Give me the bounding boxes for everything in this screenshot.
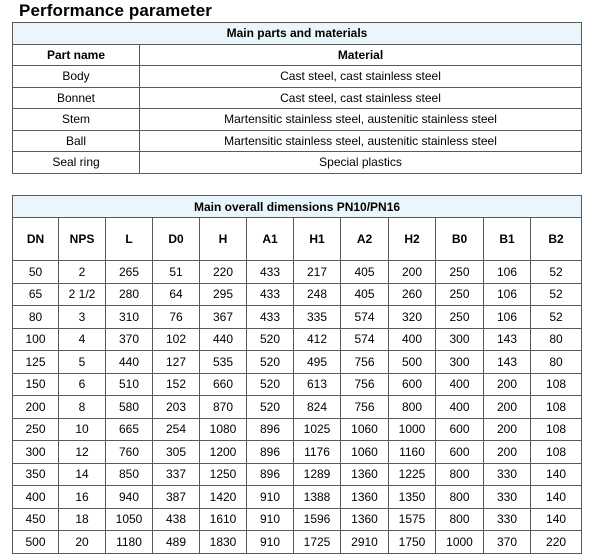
table-cell: 150 (13, 373, 59, 396)
table-cell: 613 (294, 373, 341, 396)
table-cell: 910 (247, 486, 294, 509)
table-cell: 405 (341, 283, 389, 306)
table-cell: 300 (436, 328, 484, 351)
table-cell: 574 (341, 328, 389, 351)
table-cell: 870 (200, 396, 247, 419)
table-cell: 520 (247, 373, 294, 396)
table-cell: 200 (389, 261, 436, 284)
table-row (13, 109, 582, 131)
table-cell: 300 (13, 441, 59, 464)
table-cell: 896 (247, 441, 294, 464)
table-cell: 108 (531, 396, 582, 419)
table-cell: 800 (389, 396, 436, 419)
table-cell: 1250 (200, 463, 247, 486)
table-cell: 250 (436, 261, 484, 284)
table-row (13, 531, 582, 554)
table-cell: 52 (531, 283, 582, 306)
table-cell: 254 (153, 418, 200, 441)
table-cell: 1050 (106, 508, 153, 531)
table-cell: 152 (153, 373, 200, 396)
table-cell: 217 (294, 261, 341, 284)
table-cell: 127 (153, 351, 200, 374)
material-cell: Cast steel, cast stainless steel (140, 87, 582, 109)
table-cell: 320 (389, 306, 436, 329)
column-header: A2 (341, 218, 389, 261)
table-cell: 5 (59, 351, 106, 374)
table-cell: 489 (153, 531, 200, 554)
table-cell: 400 (436, 396, 484, 419)
table-cell: 1080 (200, 418, 247, 441)
table-cell: 1350 (389, 486, 436, 509)
part-name-cell: Ball (13, 130, 140, 152)
table-row (13, 418, 582, 441)
table-row (13, 261, 582, 284)
table-cell: 305 (153, 441, 200, 464)
table-cell: 600 (436, 418, 484, 441)
table-cell: 330 (484, 508, 531, 531)
table-cell: 80 (531, 351, 582, 374)
table-cell: 300 (436, 351, 484, 374)
table-cell: 1420 (200, 486, 247, 509)
table-cell: 438 (153, 508, 200, 531)
table-cell: 76 (153, 306, 200, 329)
table-cell: 143 (484, 328, 531, 351)
table-cell: 310 (106, 306, 153, 329)
table-cell: 18 (59, 508, 106, 531)
page-title: Performance parameter (19, 1, 212, 20)
part-name-cell: Seal ring (13, 152, 140, 174)
table-row (13, 441, 582, 464)
table-cell: 1160 (389, 441, 436, 464)
table-row (13, 486, 582, 509)
table-cell: 400 (436, 373, 484, 396)
table-cell: 260 (389, 283, 436, 306)
dimensions-table (12, 195, 582, 554)
table-cell: 824 (294, 396, 341, 419)
table-cell: 660 (200, 373, 247, 396)
table-cell: 200 (484, 396, 531, 419)
table-cell: 80 (531, 328, 582, 351)
table-cell: 1830 (200, 531, 247, 554)
table-cell: 910 (247, 508, 294, 531)
table-cell: 495 (294, 351, 341, 374)
table-cell: 6 (59, 373, 106, 396)
material-cell: Martensitic stainless steel, austenitic stainless steel (140, 109, 582, 131)
table-cell: 265 (106, 261, 153, 284)
table-cell: 106 (484, 306, 531, 329)
column-header: DN (13, 218, 59, 261)
column-header: B0 (436, 218, 484, 261)
material-cell: Cast steel, cast stainless steel (140, 66, 582, 88)
table-cell: 335 (294, 306, 341, 329)
table-cell: 140 (531, 508, 582, 531)
column-header-part-name: Part name (13, 44, 140, 66)
table-row (13, 463, 582, 486)
table-cell: 800 (436, 463, 484, 486)
header-row (13, 218, 582, 261)
column-header: H2 (389, 218, 436, 261)
table-cell: 2910 (341, 531, 389, 554)
table-row (13, 130, 582, 152)
table-cell: 500 (389, 351, 436, 374)
table-cell: 1360 (341, 508, 389, 531)
table-cell: 1025 (294, 418, 341, 441)
table-cell: 143 (484, 351, 531, 374)
table-cell: 14 (59, 463, 106, 486)
table-cell: 280 (106, 283, 153, 306)
dimensions-body (13, 261, 582, 554)
table-cell: 10 (59, 418, 106, 441)
table-cell: 500 (13, 531, 59, 554)
part-name-cell: Bonnet (13, 87, 140, 109)
table-cell: 108 (531, 441, 582, 464)
column-header: H1 (294, 218, 341, 261)
table-cell: 940 (106, 486, 153, 509)
table-cell: 370 (106, 328, 153, 351)
table-cell: 106 (484, 261, 531, 284)
table-cell: 756 (341, 351, 389, 374)
table-cell: 1750 (389, 531, 436, 554)
table-cell: 50 (13, 261, 59, 284)
table-cell: 200 (484, 418, 531, 441)
table-cell: 102 (153, 328, 200, 351)
table-cell: 520 (247, 328, 294, 351)
table-cell: 600 (436, 441, 484, 464)
table-row (13, 66, 582, 88)
table-cell: 520 (247, 396, 294, 419)
table-cell: 1725 (294, 531, 341, 554)
table-cell: 4 (59, 328, 106, 351)
table-cell: 433 (247, 283, 294, 306)
table-cell: 250 (436, 306, 484, 329)
table-cell: 80 (13, 306, 59, 329)
table-cell: 108 (531, 373, 582, 396)
table-cell: 220 (200, 261, 247, 284)
table-cell: 350 (13, 463, 59, 486)
table-cell: 200 (484, 373, 531, 396)
table-cell: 600 (389, 373, 436, 396)
table-cell: 440 (200, 328, 247, 351)
table-cell: 1596 (294, 508, 341, 531)
table-cell: 400 (389, 328, 436, 351)
table-cell: 405 (341, 261, 389, 284)
table-cell: 450 (13, 508, 59, 531)
table-cell: 8 (59, 396, 106, 419)
table-cell: 367 (200, 306, 247, 329)
table-cell: 220 (531, 531, 582, 554)
table-cell: 1180 (106, 531, 153, 554)
table-cell: 52 (531, 306, 582, 329)
table-cell: 65 (13, 283, 59, 306)
table-cell: 510 (106, 373, 153, 396)
table-row (13, 351, 582, 374)
table-cell: 1360 (341, 463, 389, 486)
table-cell: 1360 (341, 486, 389, 509)
table-cell: 433 (247, 261, 294, 284)
table-row (13, 373, 582, 396)
table-cell: 1575 (389, 508, 436, 531)
table-cell: 330 (484, 486, 531, 509)
table-cell: 800 (436, 486, 484, 509)
material-cell: Special plastics (140, 152, 582, 174)
table-cell: 140 (531, 486, 582, 509)
table-cell: 1388 (294, 486, 341, 509)
material-cell: Martensitic stainless steel, austenitic stainless steel (140, 130, 582, 152)
table-row (13, 283, 582, 306)
table-cell: 1225 (389, 463, 436, 486)
table-cell: 203 (153, 396, 200, 419)
column-header: B2 (531, 218, 582, 261)
table-cell: 3 (59, 306, 106, 329)
table-cell: 665 (106, 418, 153, 441)
table-cell: 412 (294, 328, 341, 351)
table-cell: 200 (484, 441, 531, 464)
table-cell: 64 (153, 283, 200, 306)
part-name-cell: Stem (13, 109, 140, 131)
table-cell: 295 (200, 283, 247, 306)
table-cell: 16 (59, 486, 106, 509)
table-cell: 51 (153, 261, 200, 284)
table-cell: 1200 (200, 441, 247, 464)
column-header: H (200, 218, 247, 261)
table-cell: 800 (436, 508, 484, 531)
materials-table (12, 22, 582, 174)
table-row (13, 508, 582, 531)
table-cell: 580 (106, 396, 153, 419)
table-cell: 1176 (294, 441, 341, 464)
table-cell: 1610 (200, 508, 247, 531)
table-cell: 100 (13, 328, 59, 351)
table-row (13, 396, 582, 419)
table-cell: 370 (484, 531, 531, 554)
table-cell: 140 (531, 463, 582, 486)
table-cell: 400 (13, 486, 59, 509)
table-cell: 896 (247, 418, 294, 441)
table-cell: 248 (294, 283, 341, 306)
table-cell: 2 (59, 261, 106, 284)
table-cell: 125 (13, 351, 59, 374)
table-cell: 200 (13, 396, 59, 419)
table-cell: 1000 (436, 531, 484, 554)
table-row (13, 152, 582, 174)
table-cell: 2 1/2 (59, 283, 106, 306)
column-header: L (106, 218, 153, 261)
table-cell: 1000 (389, 418, 436, 441)
dimensions-caption: Main overall dimensions PN10/PN16 (13, 196, 582, 218)
column-header: D0 (153, 218, 200, 261)
table-cell: 108 (531, 418, 582, 441)
table-row (13, 87, 582, 109)
table-cell: 20 (59, 531, 106, 554)
table-cell: 387 (153, 486, 200, 509)
table-cell: 433 (247, 306, 294, 329)
column-header: B1 (484, 218, 531, 261)
table-cell: 850 (106, 463, 153, 486)
column-header: A1 (247, 218, 294, 261)
table-cell: 337 (153, 463, 200, 486)
table-cell: 574 (341, 306, 389, 329)
table-cell: 760 (106, 441, 153, 464)
part-name-cell: Body (13, 66, 140, 88)
table-cell: 440 (106, 351, 153, 374)
table-row (13, 306, 582, 329)
table-cell: 756 (341, 373, 389, 396)
table-cell: 106 (484, 283, 531, 306)
table-cell: 1289 (294, 463, 341, 486)
table-cell: 52 (531, 261, 582, 284)
table-cell: 756 (341, 396, 389, 419)
table-cell: 535 (200, 351, 247, 374)
table-cell: 520 (247, 351, 294, 374)
column-header-material: Material (140, 44, 582, 66)
table-cell: 896 (247, 463, 294, 486)
table-cell: 1060 (341, 418, 389, 441)
table-cell: 1060 (341, 441, 389, 464)
table-cell: 910 (247, 531, 294, 554)
table-cell: 250 (436, 283, 484, 306)
materials-caption: Main parts and materials (13, 23, 582, 45)
table-cell: 330 (484, 463, 531, 486)
column-header: NPS (59, 218, 106, 261)
table-cell: 12 (59, 441, 106, 464)
table-cell: 250 (13, 418, 59, 441)
table-row (13, 328, 582, 351)
